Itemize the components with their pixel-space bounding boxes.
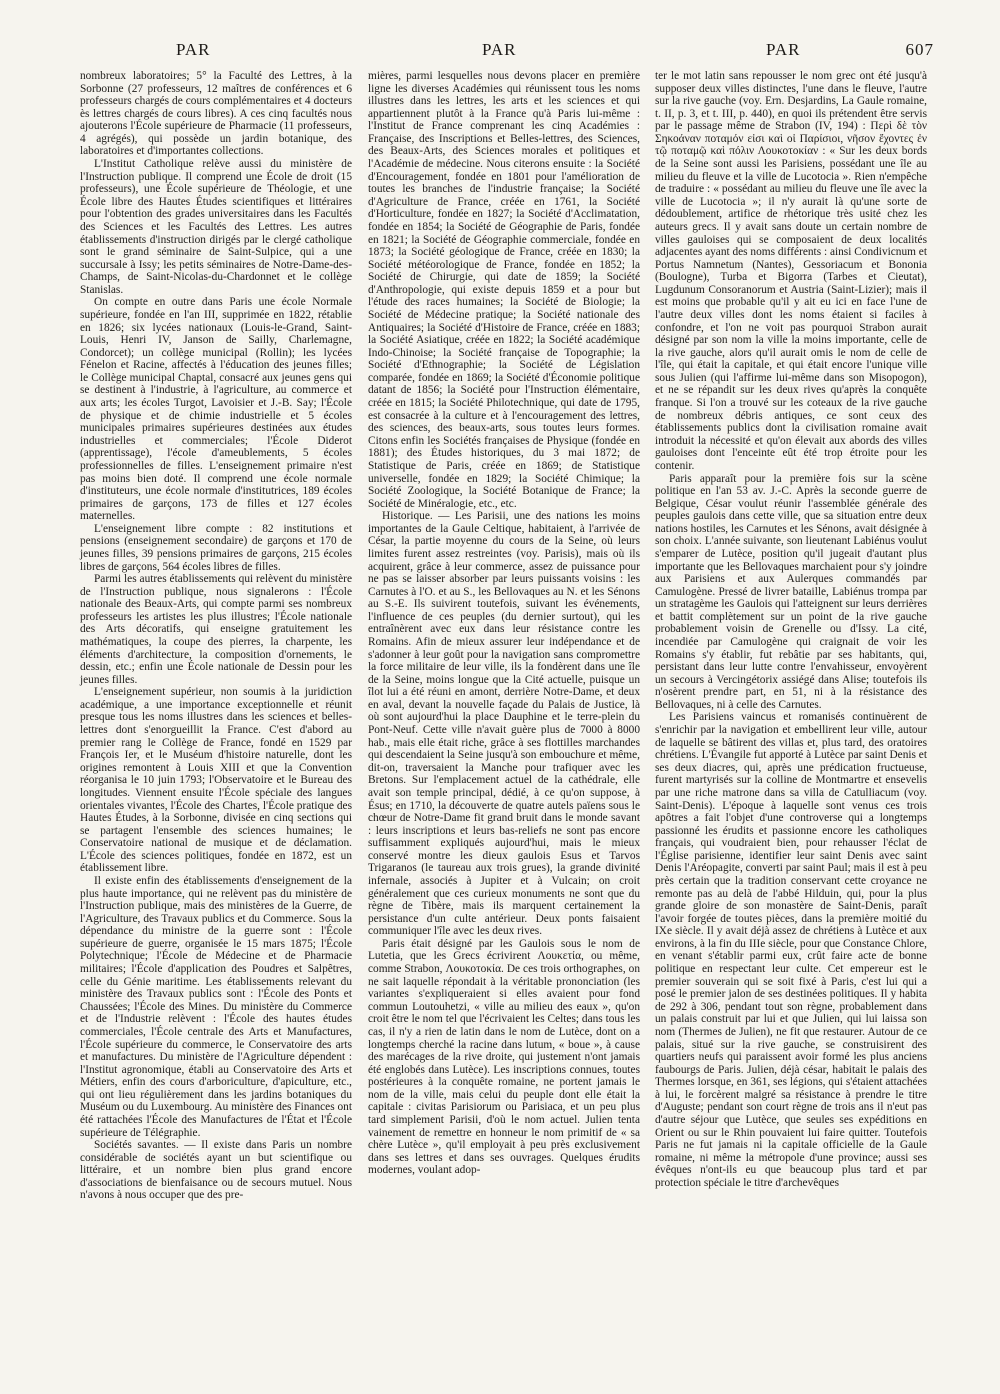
paragraph: L'Institut Catholique relève aussi du ministère de l'Instruction publique. Il comprend une École de droit (15 professeurs), une École supérieure de Théologie, et une École libre des Hautes Études scientifiques et littéraires pour l'obtention des grades universitaires dans les Facultés des Sciences et les Facultés des Lettres. Les autres établissements d'instruction dirigés par le clergé catholique sont le grand séminaire de Saint-Sulpice, qui a une succursale à Issy; les petits séminaires de Notre-Dame-des-Champs, de Saint-Nicolas-du-Chardonnet et le collège Stanislas. — [80, 158, 352, 296]
text-column-3 — [655, 70, 927, 1189]
running-head-right: PAR — [766, 40, 801, 59]
running-head-center: PAR — [482, 40, 517, 59]
paragraph: mières, parmi lesquelles nous devons placer en première ligne les diverses Académies qui réunissent tous les noms illustres dans les lettres, les arts et les sciences et qui appartiennent plutôt à la France qu'à Paris lui-même : l'Institut de France comprenant les cinq Académies : Française, des Inscriptions et Belles-lettres, des Sciences, des Beaux-Arts, des Sciences morales et politiques et l'Académie de médecine. Nous citerons ensuite : la Société d'Encouragement, fondée en 1801 pour l'amélioration de toutes les branches de l'industrie française; la Société d'Agriculture de France, créée en 1761, la Société d'Horticulture, fondée en 1827; la Société d'Acclimatation, fondée en 1854; la Société de Géographie de Paris, fondée en 1821; la Société de Géographie commerciale, fondée en 1873; la Société géologique de France, créée en 1830; la Société météorologique de France, fondée en 1852; la Société de Chirurgie, qui date de 1859; la Société d'Anthropologie, qui existe depuis 1859 et a pour but l'étude des races humaines; la Société de Biologie; la Société de Médecine pratique; la Société nationale des Antiquaires; la Société d'Histoire de France, créée en 1883; la Société Asiatique, créée en 1822; la Société académique Indo-Chinoise; la Société française de Topographie; la Société d'Ethnographie; la Société de Législation comparée, fondée en 1869; la Société d'Économie politique datant de 1856; la Société pour l'Instruction élémentaire, créée en 1815; la Société Philotechnique, qui date de 1795, est consacrée à la culture et à l'encouragement des lettres, des sciences, des beaux-arts, sous toutes leurs formes. Citons enfin les Sociétés françaises de Physique (fondée en 1881); des Études historiques, du 3 mai 1872; de Statistique de Paris, créée en 1869; de Statistique universelle, fondée en 1829; la Société Chimique; la Société Zoologique, la Société Botanique de France; la Société de Minéralogie, etc., etc. — [368, 70, 640, 510]
running-head — [78, 40, 938, 68]
paragraph: Historique. — Les Parisii, une des nations les moins importantes de la Gaule Celtique, habitaient, à l'arrivée de César, la partie moyenne du cours de la Seine, où leurs limites furent assez restreintes (voy. Parisis), mais où ils acquirent, grâce à leur commerce, assez de puissance pour ne pas se laisser absorber par leurs puissants voisins : les Carnutes à l'O. et au S., les Bellovaques au N. et les Sénons au S.-E. Ils suivirent toutefois, suivant les événements, l'influence de ces peuples (du dernier surtout), qui les entraînèrent avec eux dans leur résistance contre les Romains. Afin de mieux assurer leur indépendance et de s'adonner à leur goût pour la navigation sans compromettre la force militaire de leur ville, ils la fondèrent dans une île de la Seine, moins longue que la Cité actuelle, puisque un îlot lui a été réuni en amont, derrière Notre-Dame, et deux en aval, devant la nouvelle façade du Palais de Justice, là où sont aujourd'hui la place Dauphine et le terre-plein du Pont-Neuf. Cette ville n'avait guère plus de 7000 à 8000 hab., mais elle était riche, grâce à ses flottilles marchandes qui descendaient la Seine jusqu'à son embouchure et même, dit-on, traversaient la Manche pour trafiquer avec les Bretons. Sur l'emplacement actuel de la cathédrale, elle avait son temple principal, dédié, à ce qu'on suppose, à Ésus; en 1710, la découverte de quatre autels païens sous le chœur de Notre-Dame fit grand bruit dans le monde savant : leurs inscriptions et leurs bas-reliefs ne sont pas encore suffisamment expliqués aujourd'hui, mais le mieux conservé montre les dieux gaulois Esus et Tarvos Trigaranos (le taureau aux trois grues), la grande divinité infernale, associés à Jupiter et à Vulcain; on croit généralement que ces curieux monuments ne sont que du règne de Tibère, mais ils marquent certainement la persistance d'un culte antérieur. Deux ponts faisaient communiquer l'île avec les deux rives. — [368, 510, 640, 938]
paragraph: L'enseignement supérieur, non soumis à la juridiction académique, a une importance exceptionnelle et réunit presque tous les noms illustres dans les sciences et belles-lettres dont s'enorgueillit la France. C'est d'abord au premier rang le Collège de France, fondé en 1529 par François Ier, et le Muséum d'histoire naturelle, dont les origines remontent à Louis XIII et que la Convention réorganisa le 10 juin 1793; l'Observatoire et le Bureau des longitudes. Viennent ensuite l'École spéciale des langues orientales vivantes, l'École des Chartes, l'École pratique des Hautes Études, à la Sorbonne, divisée en cinq sections qui se partagent l'ensemble des sciences humaines; le Conservatoire national de musique et de déclamation. L'École des sciences politiques, fondée en 1872, est un établissement libre. — [80, 686, 352, 875]
paragraph: Paris était désigné par les Gaulois sous le nom de Lutetia, que les Grecs écrivirent Λουκετία, ou même, comme Strabon, Λουκοτοκία. De ces trois orthographes, on ne sait laquelle répondait à la véritable prononciation (les variantes s'expliqueraient si elles avaient pour fond commun Loutouhetzi, « ville au milieu des eaux », qu'on croit être le nom tel que l'écrivaient les Celtes; dans tous les cas, il n'y a rien de latin dans le nom de Lutèce, dont on a longtemps cherché la racine dans lutum, « boue », à cause des marécages de la rive droite, qui justement n'ont jamais été englobés dans Lutèce). Les inscriptions connues, toutes postérieures à la conquête romaine, ne portent jamais le nom de la ville, mais celui du peuple dont elle était la capitale : civitas Parisiorum ou Parisiaca, et un peu plus tard simplement Parisii, d'où le nom actuel. Julien tenta vainement de remettre en honneur le nom primitif de « sa chère Lutèce », qu'il employait à peu près exclusivement dans ses lettres et dans ses ouvrages. Quelques érudits modernes, voulant adop- — [368, 937, 640, 1177]
text-column-1 — [80, 70, 352, 1202]
paragraph: Sociétés savantes. — Il existe dans Paris un nombre considérable de sociétés ayant un but scientifique ou littéraire, et un nombre bien plus grand encore d'associations de bienfaisance ou de secours mutuel. Nous n'avons à nous occuper que des pre- — [80, 1139, 352, 1202]
running-head-left: PAR — [176, 40, 211, 59]
paragraph: Parmi les autres établissements qui relèvent du ministère de l'Instruction publique, nous signalerons : l'École nationale des Beaux-Arts, qui compte parmi ses nombreux professeurs les artistes les plus illustres; l'École nationale des Arts décoratifs, qui enseigne gratuitement les mathématiques, la coupe des pierres, la charpente, les éléments d'architecture, la composition d'ornements, le dessin, etc.; enfin une École nationale de Dessin pour les jeunes filles. — [80, 573, 352, 686]
paragraph: ter le mot latin sans repousser le nom grec ont été jusqu'à supposer deux villes distinctes, l'une dans le fleuve, l'autre sur la rive gauche (voy. Ern. Desjardins, La Gaule romaine, t. II, p. 3, et t. III, p. 440), en quoi ils prétendent être servis par le passage même de Strabon (IV, 194) : Περὶ δὲ τὸν Σηκοάναν ποταμόν εἰσι καὶ οἱ Παρίσιοι, νῆσον ἔχοντες ἐν τῷ ποταμῷ καὶ πόλιν Λουκοτοκίαν : « Sur les deux bords de la Seine sont aussi les Parisiens, possédant une île au milieu du fleuve et la ville de Lucotocia ». Rien n'empêche de traduire : « possédant au milieu du fleuve une île avec la ville de Lucotocia »; il n'y aurait là qu'une sorte de dédoublement, artifice de rhétorique très usité chez les auteurs grecs. Il y avait sans doute un certain nombre de villes gauloises qui se composaient de deux localités adjacentes ayant des noms différents : ainsi Condivicnum et Portus Namnetum (Nantes), Gessoriacum et Bononia (Boulogne), Turba et Bigorra (Tarbes et Cieutat), Lugdunum Consoranorum et Austria (Saint-Lizier); mais il est moins que probable qu'il y ait eu ici en face l'une de l'autre deux villes dont les noms étaient si faciles à confondre, et l'on ne voit pas pourquoi Strabon aurait désigné par son nom la ville la moins importante, celle de la rive gauche, alors qu'il aurait omis le nom de celle de l'île, qui était la capitale, et qui était encore l'unique ville sous Julien (qui l'affirme lui-même dans son Misopogon), et ne se répandit sur les deux rives qu'après la conquête franque. Si l'on a trouvé sur les coteaux de la rive gauche de nombreux débris antiques, ce sont ceux des établissements publics dont la civilisation romaine avait introduit la nécessité et qu'on élevait aux abords des villes gauloises dont l'enceinte eût été trop étroite pour les contenir. — [655, 70, 927, 472]
paragraph: L'enseignement libre compte : 82 institutions et pensions (enseignement secondaire) de garçons et 170 de jeunes filles, 39 pensions primaires de garçons, 215 écoles libres de garçons, 564 écoles libres de filles. — [80, 522, 352, 573]
text-column-2 — [368, 70, 640, 1177]
paragraph: nombreux laboratoires; 5° la Faculté des Lettres, à la Sorbonne (27 professeurs, 12 maîtres de conférences et 6 professeurs chargés de cours complémentaires et 4 docteurs ès lettres chargés de cours libres). A ces cinq facultés nous ajouterons l'École supérieure de Pharmacie (11 professeurs, 4 agrégés), qui possède un jardin botanique, des laboratoires et d'importantes collections. — [80, 70, 352, 158]
paragraph: Il existe enfin des établissements d'enseignement de la plus haute importance, qui ne relèvent pas du ministère de l'Instruction publique, mais des ministères de la Guerre, de l'Agriculture, des Travaux publics et du Commerce. Sous la dépendance du ministre de la guerre sont : l'École supérieure de guerre, organisée le 15 mars 1875; l'École Polytechnique; l'École de Médecine et de Pharmacie militaires; l'École d'application des Poudres et Salpêtres, celle du Génie maritime. Les établissements relevant du ministère des Travaux publics sont : l'École des Ponts et Chaussées; l'École des Mines. Du ministère du Commerce et de l'Industrie relèvent : l'École des hautes études commerciales, l'École centrale des Arts et Manufactures, l'École supérieure du commerce, le Conservatoire des arts et manufactures. Du ministère de l'Agriculture dépendent : l'Institut agronomique, établi au Conservatoire des Arts et Métiers, enfin des cours d'arboriculture, d'apiculture, etc., qui ont lieu régulièrement dans les jardins botaniques du Muséum ou du Luxembourg. Au ministère des Finances ont été rattachées l'École des Manufactures de l'État et l'École supérieure de Télégraphie. — [80, 875, 352, 1139]
paragraph: Les Parisiens vaincus et romanisés continuèrent de s'enrichir par la navigation et embellirent leur ville, autour de laquelle se bâtirent des villas et, plus tard, des oratoires chrétiens. L'Évangile fut apporté à Lutèce par saint Denis et ses deux diacres, qui, après une prédication fructueuse, furent martyrisés sur la colline de Montmartre et ensevelis par une riche matrone dans sa villa de Catulliacum (voy. Saint-Denis). L'époque à laquelle sont venus ces trois apôtres a fait l'objet d'une controverse qui a longtemps passionné les érudits et passionne encore les catholiques français, qui voudraient bien, pour rehausser l'éclat de l'Église parisienne, identifier leur saint Denis avec saint Denis l'Aréopagite, converti par saint Paul; mais il est à peu près certain que la tradition conservant cette croyance ne remonte pas au delà de l'abbé Hilduin, qui, pour la plus grande gloire de son monastère de Saint-Denis, paraît l'avoir forgée de toutes pièces, dans la première moitié du IXe siècle. Il y avait déjà assez de chrétiens à Lutèce et aux environs, à la fin du IIIe siècle, pour que Constance Chlore, en venant s'établir parmi eux, crût faire acte de bonne politique en respectant leur culte. Cet empereur est le premier souverain qui se soit fixé à Paris, c'est lui qui a posé le premier jalon de ses destinées politiques. Il y habita de 292 à 306, pendant tout son règne, probablement dans un palais construit par lui et que Julien, qui lui laissa son nom (Thermes de Julien), ne fit que restaurer. Autour de ce palais, situé sur la rive gauche, se construisirent des quartiers neufs qui paraissent avoir formé les plus anciens faubourgs de Paris. Julien, déjà césar, habitait le palais des Thermes lorsque, en 361, ses légions, qui s'étaient attachées à lui, le forcèrent malgré sa résistance à prendre le titre d'Auguste; pendant son court règne de trois ans il n'eut pas d'autre séjour que Lutèce, que seules ses expéditions en Orient ou sur le Rhin pouvaient lui faire quitter. Toutefois Paris ne fut jamais ni la capitale officielle de la Gaule romaine, ni même la métropole d'une province; aussi ses évêques n'ont-ils eu que beaucoup plus tard et par protection spéciale le titre d'archevêques — [655, 711, 927, 1189]
paragraph: On compte en outre dans Paris une école Normale supérieure, fondée en l'an III, supprimée en 1822, rétablie en 1826; six lycées nationaux (Louis-le-Grand, Saint-Louis, Henri IV, Janson de Sailly, Charlemagne, Condorcet); un collège municipal (Rollin); les lycées Fénelon et Racine, affectés à l'éducation des jeunes filles; le Collège municipal Chaptal, consacré aux jeunes gens qui se destinent à l'industrie, à l'agriculture, au commerce et aux arts; les écoles Turgot, Lavoisier et J.-B. Say; l'École de physique et de chimie industrielle et 5 écoles municipales primaires supérieures destinées aux études industrielles et commerciales; l'École Diderot (apprentissage), l'école d'ameublements, 5 écoles professionnelles de filles. L'enseignement primaire n'est pas moins bien doté. Il comprend une école normale d'instituteurs, une école normale d'institutrices, 189 écoles primaires de garçons, 173 de filles et 127 écoles maternelles. — [80, 296, 352, 523]
page-number: 607 — [905, 40, 934, 59]
paragraph: Paris apparaît pour la première fois sur la scène politique en l'an 53 av. J.-C. Après la seconde guerre de Belgique, César voulut réunir l'assemblée générale des peuples gaulois dans cette ville, que sa situation entre deux nations hostiles, les Carnutes et les Sénons, avait désignée à son choix. L'année suivante, son lieutenant Labiénus voulut s'emparer de Lutèce, position qu'il jugeait d'autant plus importante que les Bellovaques marchaient pour s'y joindre aux Parisiens et aux Aulerques commandés par Camulogène. Pressé de livrer bataille, Labiénus trompa par un stratagème les Gaulois qui l'atteignent sur leurs derrières et battit complètement sur un point de la rive gauche probablement voisin de Grenelle ou d'Issy. La cité, incendiée par Camulogène qui craignait de voir les Romains s'y établir, fut rebâtie par ses habitants, qui, persistant dans leur lutte contre l'envahisseur, envoyèrent un secours à Vercingétorix assiégé dans Alise; toutefois ils n'osèrent prendre part, en 51, ni à la résistance des Bellovaques, ni à celle des Carnutes. — [655, 472, 927, 711]
